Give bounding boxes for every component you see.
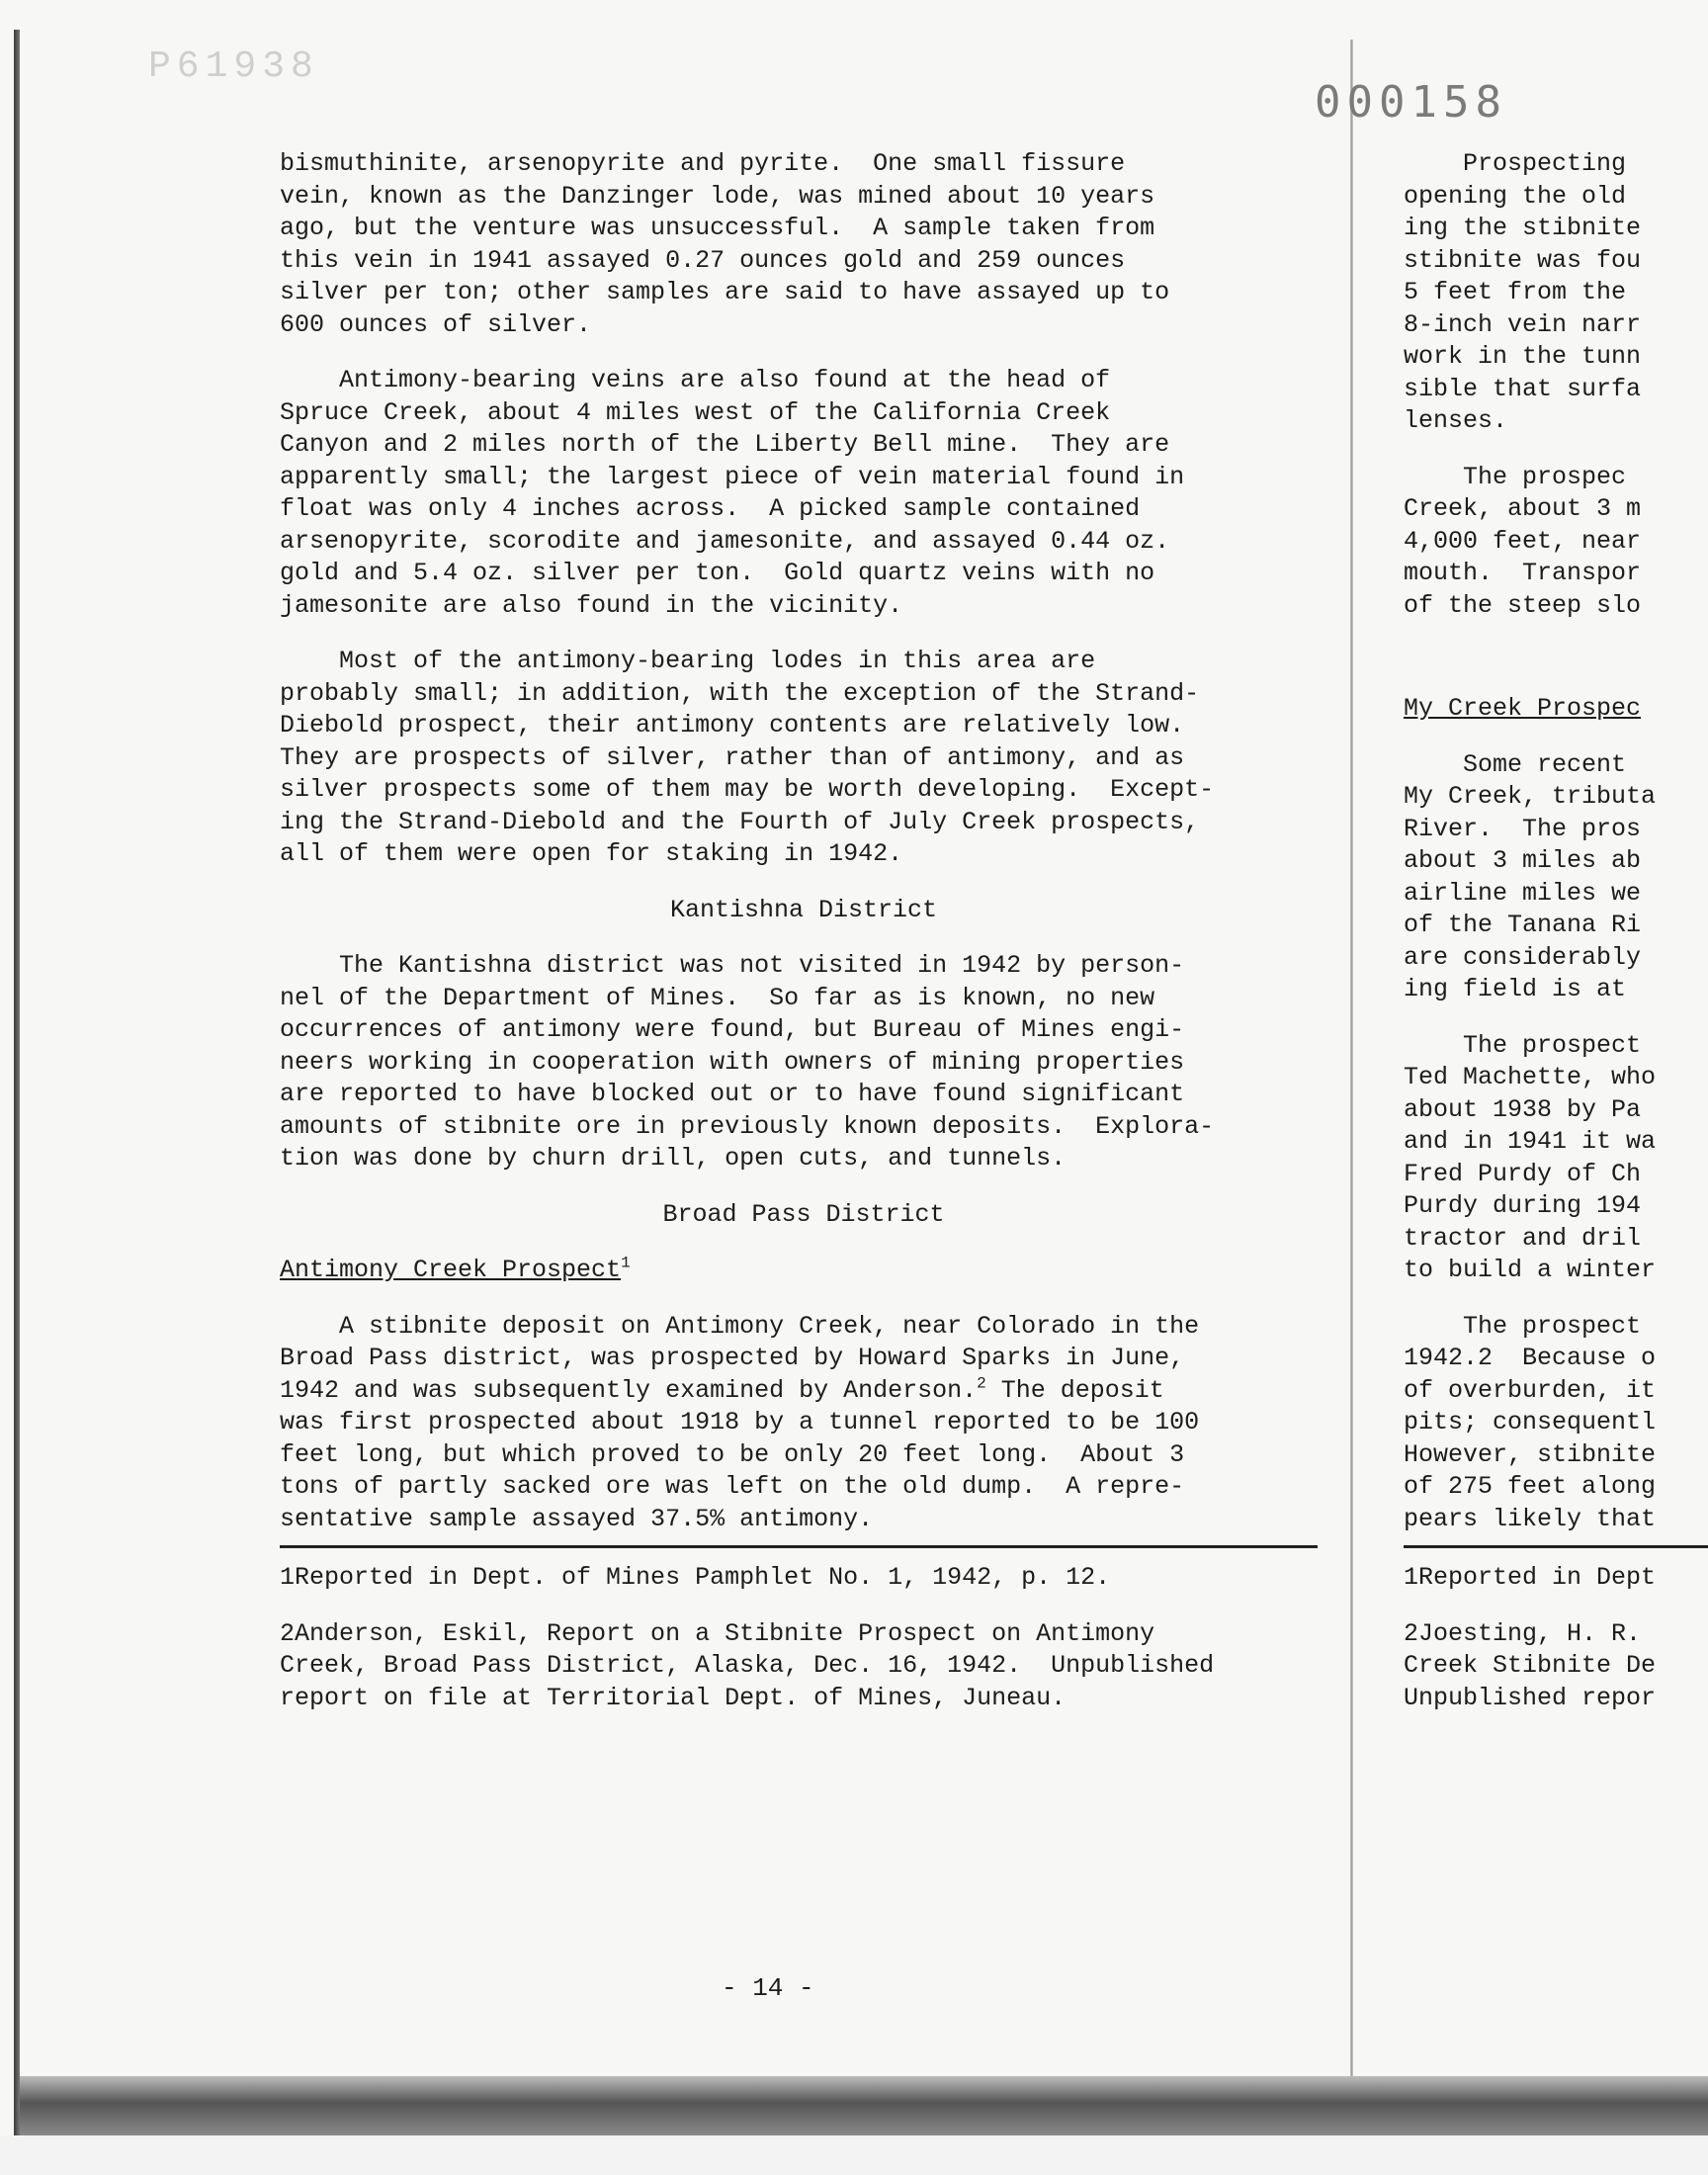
text-line: Creek, Broad Pass District, Alaska, Dec. 16, 1942. Unpublished [280,1651,1215,1680]
text-line: arsenopyrite, scorodite and jamesonite, and assayed 0.44 oz. [280,526,1170,556]
text-line: 2Anderson, Eskil, Report on a Stibnite Prospect on Antimony [280,1618,1155,1648]
text-line: about 1938 by Pa [1404,1094,1642,1124]
text-line: The prospect [1404,1030,1642,1060]
text-line: tons of partly sacked ore was left on the old dump. A repre- [280,1472,1185,1501]
right-block-5 [1404,1311,1708,1536]
scan-edge-left [14,30,20,2135]
footnote-2 [280,1618,1327,1715]
text-line: silver prospects some of them may be worth developing. Except- [280,775,1215,804]
text-line: Spruce Creek, about 4 miles west of the California Creek [280,397,1111,427]
text-line: Antimony-bearing veins are also found at the head of [280,366,1111,394]
text-line: 4,000 feet, near [1404,526,1642,556]
page-fold-line [1350,40,1353,2076]
right-block-1 [1404,148,1708,438]
text-line: neers working in cooperation with owners of mining properties [280,1047,1185,1077]
adjacent-page-text [1404,148,1708,1714]
text-line: gold and 5.4 oz. silver per ton. Gold quartz veins with no [280,559,1155,587]
text-line: apparently small; the largest piece of vein material found in [280,462,1185,491]
paragraph-2 [280,365,1327,622]
text-line: sentative sample assayed 37.5% antimony. [280,1504,874,1533]
footnote-1: 1Reported in Dept. of Mines Pamphlet No. 1, 1942, p. 12. [280,1563,1111,1592]
text-line: Fred Purdy of Ch [1404,1159,1642,1188]
text-line: of the Tanana Ri [1404,911,1642,939]
text-line: are reported to have blocked out or to have found significant [280,1080,1185,1108]
text-line: vein, known as the Danzinger lode, was mined about 10 years [280,181,1155,211]
text-line: 2Joesting, H. R. [1404,1618,1642,1648]
text-line: opening the old [1404,181,1627,211]
text-line: Some recent [1404,749,1627,779]
right-block-2 [1404,462,1708,623]
heading-broad-pass-district: Broad Pass District [662,1199,945,1229]
text-line: lenses. [1404,406,1508,435]
text-line: airline miles we [1404,878,1642,908]
footnote-rule [280,1545,1318,1548]
text-line: feet long, but which proved to be only 20 feet long. About 3 [280,1439,1185,1469]
paragraph-3 [280,646,1327,871]
scan-edge-bottom [20,2076,1708,2135]
text-line: ago, but the venture was unsuccessful. A sample taken from [280,214,1155,242]
page-bottom-margin [0,2135,1708,2175]
right-footnote-1: 1Reported in Dept [1404,1563,1657,1592]
text-line: of 275 feet along [1404,1472,1657,1501]
text-line: tractor and dril [1404,1223,1642,1253]
text-line: all of them were open for staking in 1942. [280,839,903,868]
text-line: River. The pros [1404,814,1642,843]
text-line: My Creek, tributa [1404,782,1657,811]
paragraph-1 [280,148,1327,341]
text-line: pears likely that [1404,1504,1657,1533]
footnotes [280,1562,1327,1714]
main-page-text [280,148,1327,1714]
text-line: are considerably [1404,942,1642,972]
text-line: mouth. Transpor [1404,559,1642,587]
text-line: work in the tunn [1404,342,1642,371]
right-block-3 [1404,749,1708,1006]
text-line: tion was done by churn drill, open cuts, and tunnels. [280,1144,1067,1173]
text-line: Prospecting [1404,149,1627,178]
text-line: However, stibnite [1404,1439,1657,1469]
right-footnote-rule [1404,1545,1708,1548]
right-heading-my-creek-prospect: My Creek Prospec [1404,694,1642,723]
text-line: 1942.2 Because o [1404,1344,1657,1372]
paragraph-4 [280,950,1327,1175]
text-line: amounts of stibnite ore in previously known deposits. Explora- [280,1111,1215,1141]
ghost-document-number: P61938 [148,45,319,88]
text-line: Canyon and 2 miles north of the Liberty Bell mine. They are [280,430,1170,459]
text-line: float was only 4 inches across. A picked sample contained [280,494,1141,523]
document-stamp-number: 000158 [1315,77,1507,128]
text-line: sible that surfa [1404,374,1642,403]
text-line: stibnite was fou [1404,245,1642,275]
text-line: of the steep slo [1404,590,1642,620]
heading-kantishna-district: Kantishna District [669,895,938,924]
right-footnote-2 [1404,1618,1708,1715]
text-line: occurrences of antimony were found, but Bureau of Mines engi- [280,1015,1185,1044]
text-line: Creek, about 3 m [1404,494,1642,523]
text-line: 5 feet from the [1404,278,1627,306]
page-number: - 14 - [722,1973,814,2003]
text-line: silver per ton; other samples are said to have assayed up to [280,278,1170,306]
text-line: Creek Stibnite De [1404,1651,1657,1680]
text-line: The prospec [1404,462,1627,491]
text-line: and in 1941 it wa [1404,1127,1657,1156]
right-block-4 [1404,1030,1708,1287]
text-line: to build a winter [1404,1256,1657,1284]
text-line: report on file at Territorial Dept. of Mines, Juneau. [280,1683,1067,1712]
text-line: about 3 miles ab [1404,846,1642,875]
text-line: bismuthinite, arsenopyrite and pyrite. One small fissure [280,149,1126,178]
text-line: ing the Strand-Diebold and the Fourth of July Creek prospects, [280,807,1200,836]
text-line: was first prospected about 1918 by a tunnel reported to be 100 [280,1408,1200,1436]
text-line: 600 ounces of silver. [280,309,592,339]
text-line: 8-inch vein narr [1404,309,1642,339]
text-line: ing the stibnite [1404,214,1642,242]
text-line: nel of the Department of Mines. So far as is known, no new [280,983,1155,1012]
text-line: probably small; in addition, with the exception of the Strand- [280,678,1200,708]
text-line: pits; consequentl [1404,1408,1657,1436]
paragraph-5: A stibnite deposit on Antimony Creek, near Colorado in the Broad Pass district, was prospected by Howard Sparks in June, 1942 and was subsequently examined by Anderson.$^2$ The deposit was first prospected about 1918 by a tunnel reported to be 100 feet long, but which proved to be only 20 feet long. About 3 tons of partly sacked ore was left on the old dump. A repre- sentative sample assayed 37.5% antimony. [280,1311,1327,1536]
text-line: Diebold prospect, their antimony contents are relatively low. [280,711,1185,740]
text-line: Purdy during 194 [1404,1191,1642,1220]
text-line: Ted Machette, who [1404,1063,1657,1091]
text-line: jamesonite are also found in the vicinity. [280,590,903,620]
text-line: The Kantishna district was not visited in 1942 by person- [280,951,1185,980]
text-line: Most of the antimony-bearing lodes in this area are [280,647,1096,675]
text-line: The prospect [1404,1311,1642,1341]
text-line: Unpublished repor [1404,1683,1657,1712]
text-line: ing field is at [1404,975,1627,1003]
text-line: of overburden, it [1404,1375,1657,1405]
subheading-antimony-creek-prospect: Antimony Creek Prospect$^1$ [280,1254,631,1284]
text-line: They are prospects of silver, rather than of antimony, and as [280,742,1185,772]
text-line: this vein in 1941 assayed 0.27 ounces gold and 259 ounces [280,245,1126,275]
